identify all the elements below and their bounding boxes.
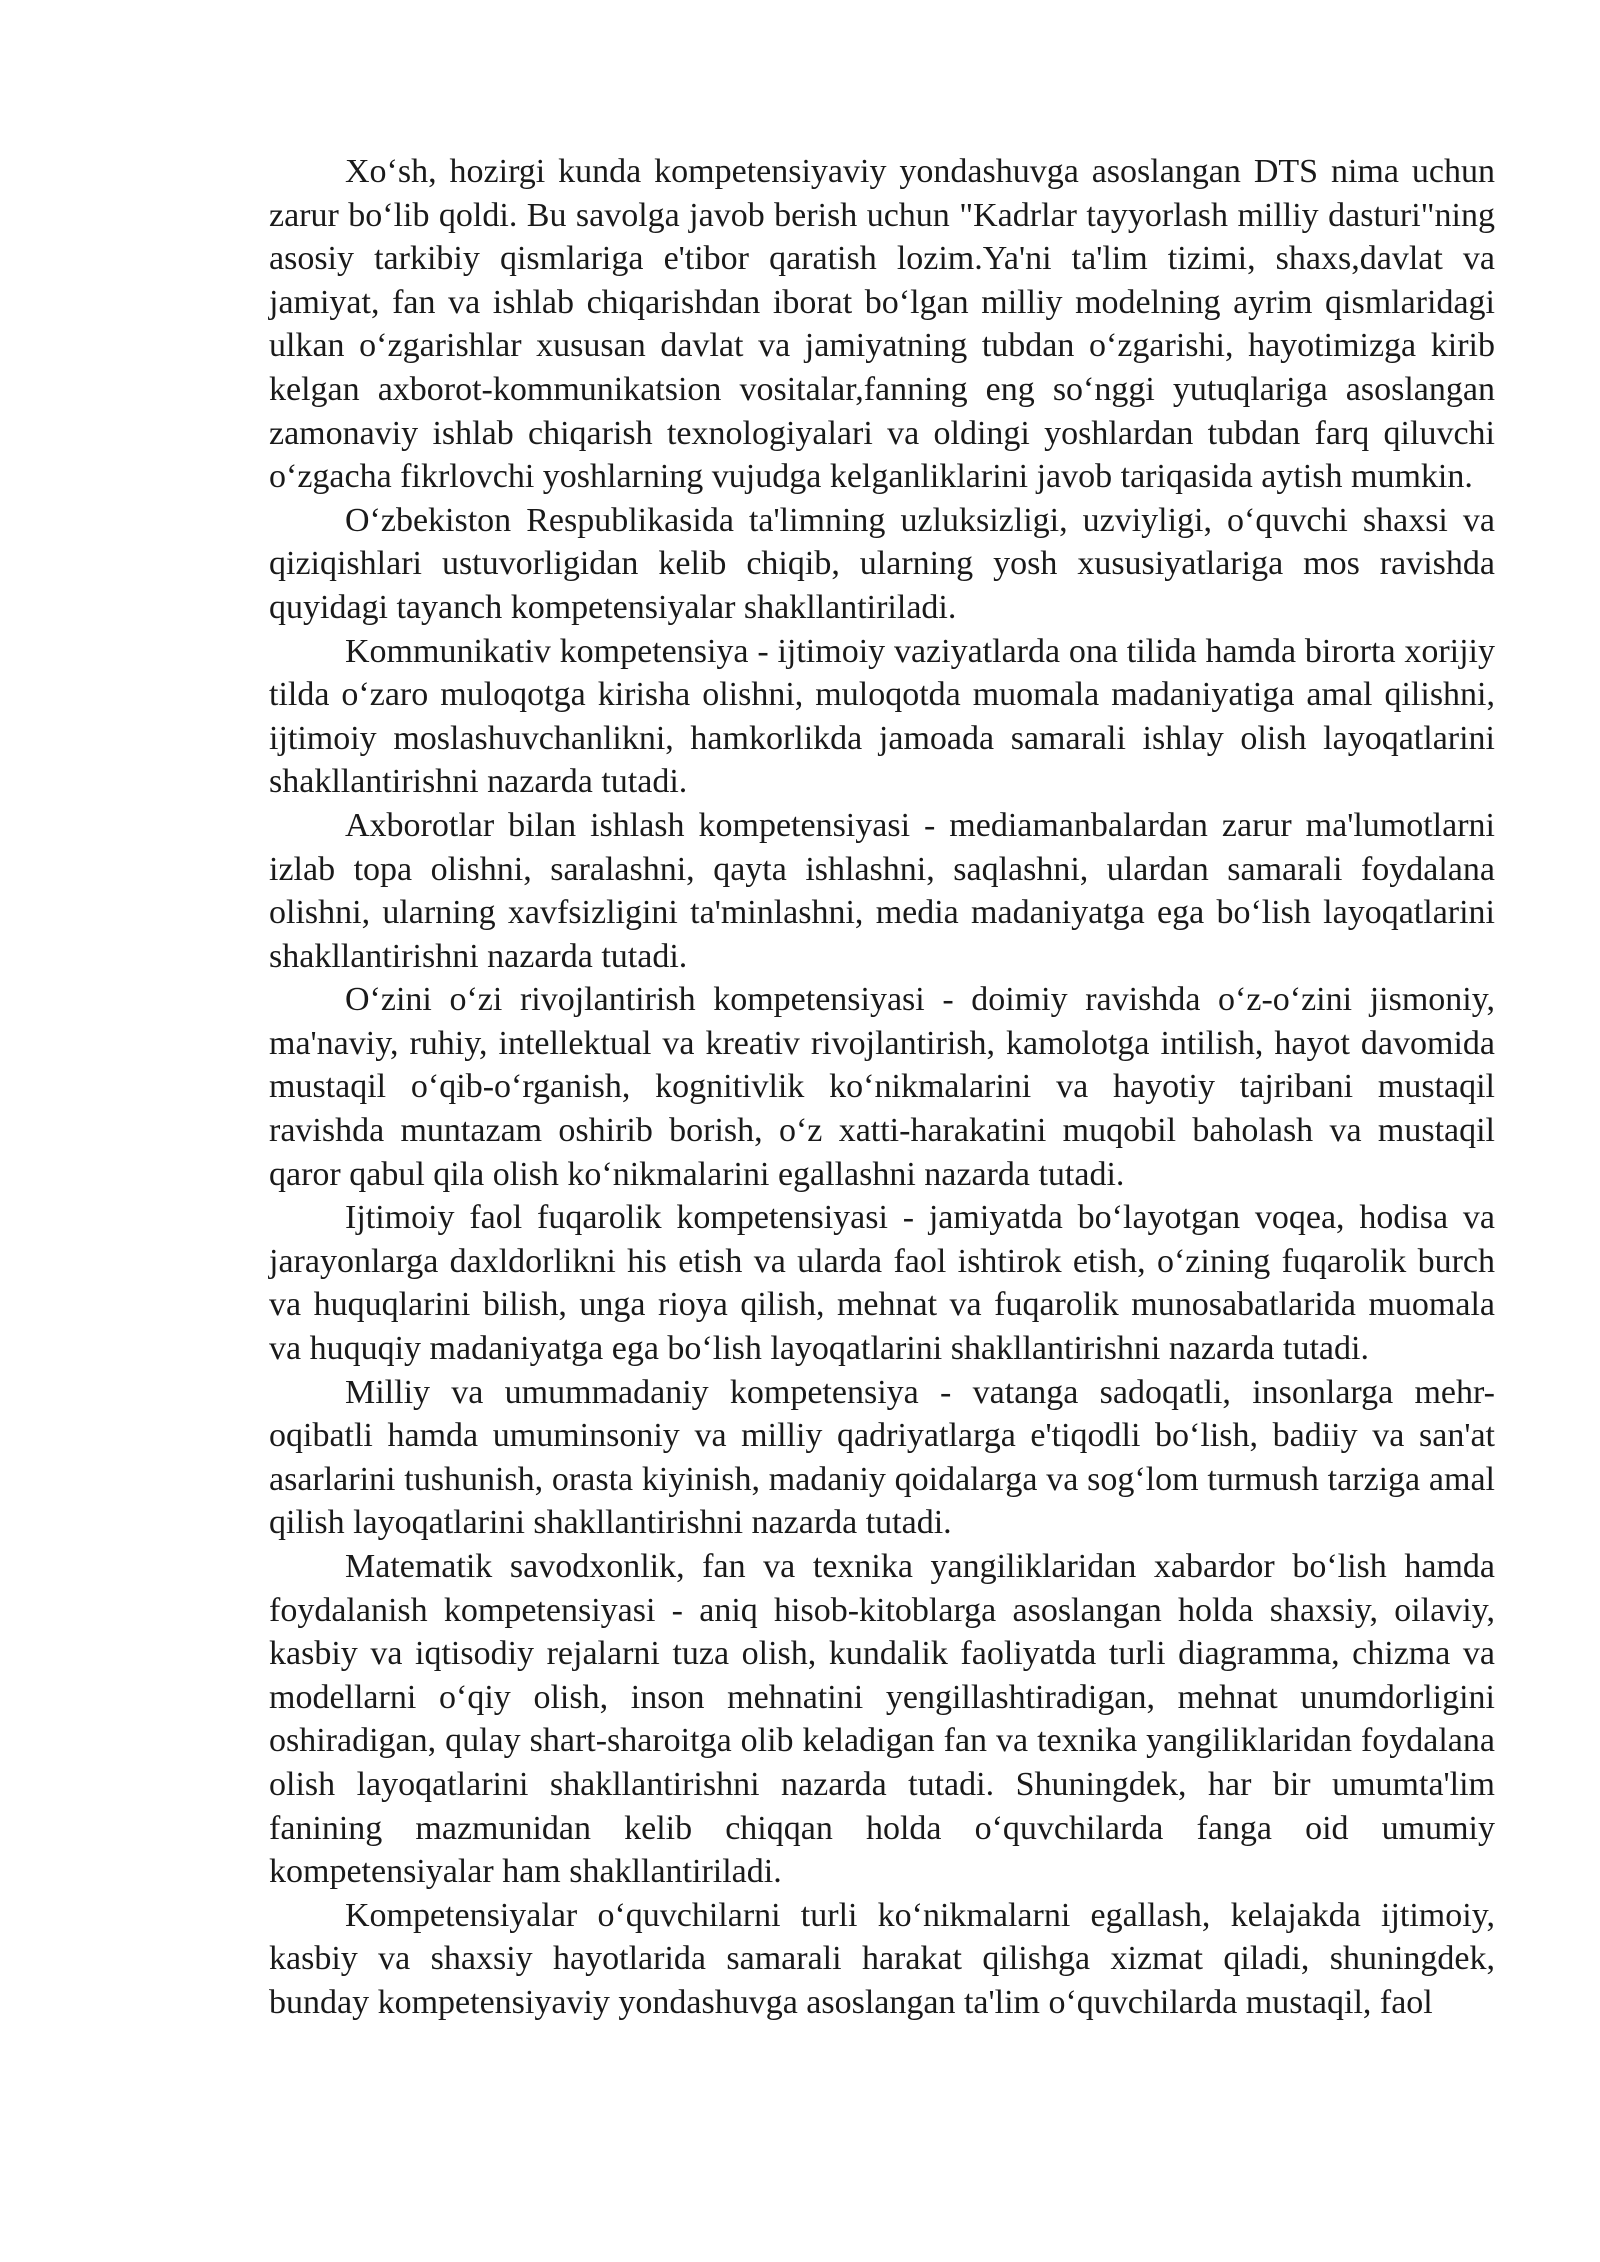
paragraph-communicative-competence: Kommunikativ kompetensiya - ijtimoiy vaziyatlarda ona tilida hamda birorta xorijiy tilda o‘zaro muloqotga kirisha olishni, muloqotda muomala madaniyatiga amal qilishni, ijtimoiy moslashuvchanlikni, hamkorlikda jamoada samarali ishlay olish layoqatlarini shakllantirishni nazarda tutadi. [269, 632, 1495, 801]
document-body [269, 150, 1495, 2025]
paragraph-dts-need: Xo‘sh, hozirgi kunda kompetensiyaviy yondashuvga asoslangan DTS nima uchun zarur bo‘lib qoldi. Bu savolga javob berish uchun "Kadrlar tayyorlash milliy dasturi"ning asosiy tarkibiy qismlariga e'tibor qaratish lozim.Ya'ni ta'lim tizimi, shaxs,davlat va jamiyat, fan va ishlab chiqarishdan iborat bo‘lgan milliy modelning ayrim qismlaridagi ulkan o‘zgarishlar xususan davlat va jamiyatning tubdan o‘zgarishi, hayotimizga kirib kelgan axborot-kommunikatsion vositalar,fanning eng so‘nggi yutuqlariga asoslangan zamonaviy ishlab chiqarish texnologiyalari va oldingi yoshlardan tubdan farq qiluvchi o‘zgacha fikrlovchi yoshlarning vujudga kelganliklarini javob tariqasida aytish mumkin. [269, 153, 1495, 496]
paragraph-math-science-competence: Matematik savodxonlik, fan va texnika yangiliklaridan xabardor bo‘lish hamda foydalanish kompetensiyasi - aniq hisob-kitoblarga asoslangan holda shaxsiy, oilaviy, kasbiy va iqtisodiy rejalarni tuza olish, kundalik faoliyatda turli diagramma, chizma va modellarni o‘qiy olish, inson mehnatini yengillashtiradigan, mehnat unumdorligini oshiradigan, qulay shart-sharoitga olib keladigan fan va texnika yangiliklaridan foydalana olish layoqatlarini shakllantirishni nazarda tutadi. Shuningdek, har bir umumta'lim fanining mazmunidan kelib chiqqan holda o‘quvchilarda fanga oid umumiy kompetensiyalar ham shakllantiriladi. [269, 1548, 1495, 1891]
paragraph-self-development-competence: O‘zini o‘zi rivojlantirish kompetensiyasi - doimiy ravishda o‘z-o‘zini jismoniy, ma'naviy, ruhiy, intellektual va kreativ rivojlantirish, kamolotga intilish, hayot davomida mustaqil o‘qib-o‘rganish, kognitivlik ko‘nikmalarini va hayotiy tajribani mustaqil ravishda muntazam oshirib borish, o‘z xatti-harakatini muqobil baholash va mustaqil qaror qabul qila olish ko‘nikmalarini egallashni nazarda tutadi. [269, 981, 1495, 1193]
paragraph-cultural-competence: Milliy va umummadaniy kompetensiya - vatanga sadoqatli, insonlarga mehr-oqibatli hamda umuminsoniy va milliy qadriyatlarga e'tiqodli bo‘lish, badiiy va san'at asarlarini tushunish, orasta kiyinish, madaniy qoidalarga va sog‘lom turmush tarziga amal qilish layoqatlarini shakllantirishni nazarda tutadi. [269, 1373, 1495, 1542]
paragraph-information-competence: Axborotlar bilan ishlash kompetensiyasi - mediamanbalardan zarur ma'lumotlarni izlab topa olishni, saralashni, qayta ishlashni, saqlashni, ulardan samarali foydalana olishni, ularning xavfsizligini ta'minlashni, media madaniyatga ega bo‘lish layoqatlarini shakllantirishni nazarda tutadi. [269, 806, 1495, 975]
paragraph-core-competencies-intro: O‘zbekiston Respublikasida ta'limning uzluksizligi, uzviyligi, o‘quvchi shaxsi va qiziqishlari ustuvorligidan kelib chiqib, ularning yosh xususiyatlariga mos ravishda quyidagi tayanch kompetensiyalar shakllantiriladi. [269, 501, 1495, 626]
paragraph-competencies-purpose: Kompetensiyalar o‘quvchilarni turli ko‘nikmalarni egallash, kelajakda ijtimoiy, kasbiy va shaxsiy hayotlarida samarali harakat qilishga xizmat qiladi, shuningdek, bunday kompetensiyaviy yondashuvga asoslangan ta'lim o‘quvchilarda mustaqil, faol [269, 1896, 1495, 2021]
paragraph-civic-competence: Ijtimoiy faol fuqarolik kompetensiyasi - jamiyatda bo‘layotgan voqea, hodisa va jarayonlarga daxldorlikni his etish va ularda faol ishtirok etish, o‘zining fuqarolik burch va huquqlarini bilish, unga rioya qilish, mehnat va fuqarolik munosabatlarida muomala va huquqiy madaniyatga ega bo‘lish layoqatlarini shakllantirishni nazarda tutadi. [269, 1199, 1495, 1368]
